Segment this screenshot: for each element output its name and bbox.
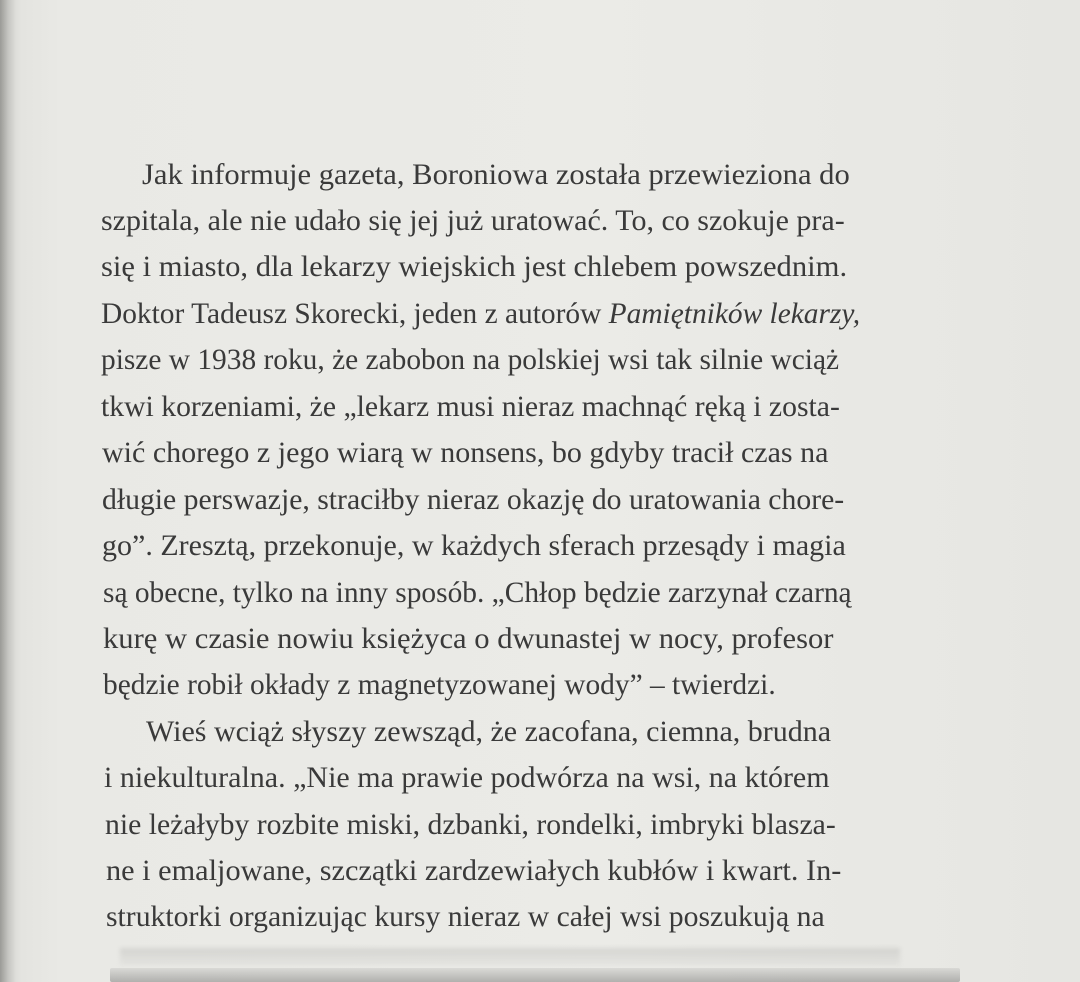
text-line: struktorki organizując kursy nieraz w całej wsi poszukują na <box>106 900 825 933</box>
text-line: się i miasto, dla lekarzy wiejskich jest chlebem powszednim. <box>101 250 848 283</box>
text-line: będzie robił okłady z magnetyzowanej wody” – twierdzi. <box>103 668 776 701</box>
text-line: go”. Zresztą, przekonuje, w każdych sferach przesądy i magia <box>102 529 846 562</box>
text-line: kurę w czasie nowiu księżyca o dwunastej w nocy, profesor <box>103 622 834 655</box>
text-line: pisze w 1938 roku, że zabobon na polskiej wsi tak silnie wciąż <box>101 343 840 376</box>
page-bottom-edge <box>110 968 960 982</box>
text-line: Wieś wciąż słyszy zewsząd, że zacofana, ciemna, brudna <box>146 715 832 748</box>
text-line: nie leżałyby rozbite miski, dzbanki, rondelki, imbryki blasza- <box>105 808 836 841</box>
text-line <box>101 299 860 329</box>
text-line: tkwi korzeniami, że „lekarz musi nieraz machnąć ręką i zosta- <box>101 390 840 423</box>
next-line-partial <box>120 948 900 966</box>
text-line-start: Doktor Tadeusz Skorecki, jeden z autorów <box>101 297 609 330</box>
text-line: i niekulturalna. „Nie ma prawie podwórza na wsi, na którem <box>104 761 830 794</box>
text-line: są obecne, tylko na inny sposób. „Chłop będzie zarzynał czarną <box>103 576 852 609</box>
text-line: wić chorego z jego wiarą w nonsens, bo gdyby tracił czas na <box>102 436 829 469</box>
text-line: długie perswazje, straciłby nieraz okazję do uratowania chore- <box>102 483 845 516</box>
text-line: ne i emaljowane, szczątki zardzewiałych kubłów i kwart. In- <box>106 854 842 887</box>
text-line: szpitala, ale nie udało się jej już uratować. To, co szokuje pra- <box>101 204 845 237</box>
italic-book-title: Pamiętników lekarzy, <box>608 297 861 330</box>
text-line: Jak informuje gazeta, Boroniowa została przewieziona do <box>142 158 850 191</box>
